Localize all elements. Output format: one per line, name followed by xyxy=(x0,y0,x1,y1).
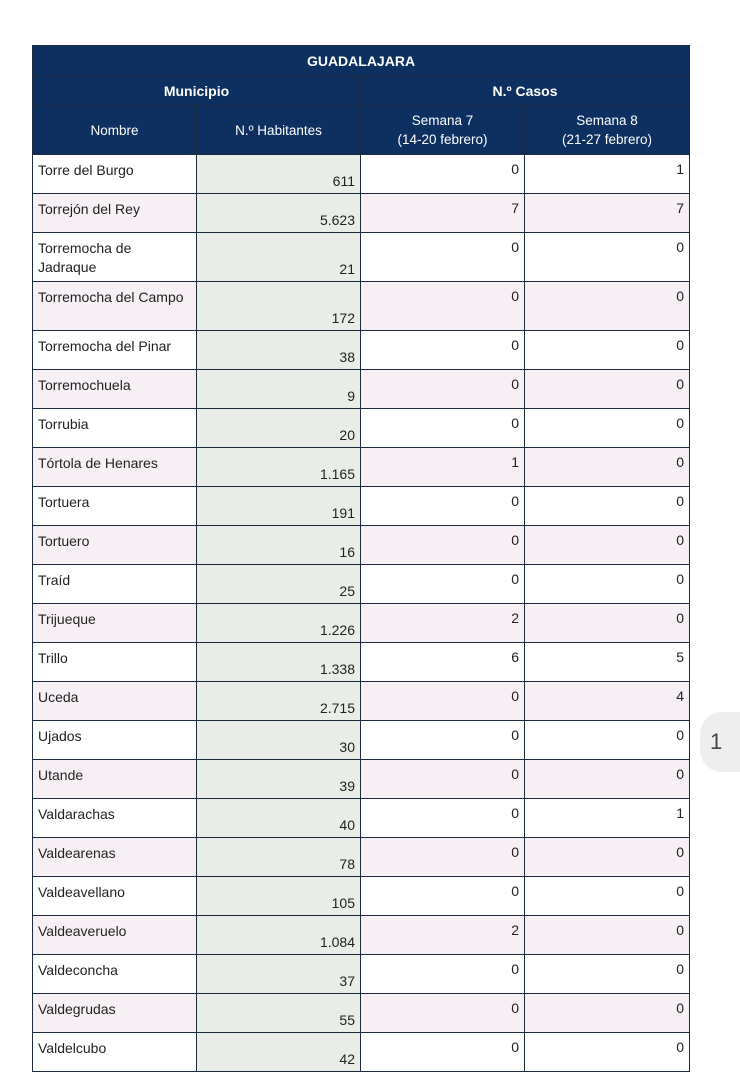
cell-habitantes: 1.165 xyxy=(197,448,361,487)
table-row xyxy=(33,916,690,955)
cell-nombre: Valdarachas xyxy=(33,799,197,838)
table-row xyxy=(33,682,690,721)
table-row xyxy=(33,838,690,877)
table-row xyxy=(33,194,690,233)
cell-habitantes: 172 xyxy=(197,282,361,331)
cell-semana7: 0 xyxy=(361,1033,525,1072)
cell-habitantes: 611 xyxy=(197,155,361,194)
cell-habitantes: 78 xyxy=(197,838,361,877)
cell-nombre: Valdelcubo xyxy=(33,1033,197,1072)
cell-habitantes: 9 xyxy=(197,370,361,409)
semana8-dates: (21-27 febrero) xyxy=(561,132,653,147)
col-header-habitantes: N.º Habitantes xyxy=(197,106,361,155)
cell-semana7: 0 xyxy=(361,721,525,760)
cell-habitantes: 30 xyxy=(197,721,361,760)
cell-nombre: Tortuera xyxy=(33,487,197,526)
cell-semana7: 0 xyxy=(361,282,525,331)
cell-habitantes: 105 xyxy=(197,877,361,916)
cell-semana7: 0 xyxy=(361,370,525,409)
cell-habitantes: 38 xyxy=(197,331,361,370)
table-row xyxy=(33,955,690,994)
cell-nombre: Tortuero xyxy=(33,526,197,565)
cell-nombre: Valdeavellano xyxy=(33,877,197,916)
cell-nombre: Torremocha del Campo xyxy=(33,282,197,331)
page-indicator-tab[interactable] xyxy=(700,712,740,772)
cell-semana7: 6 xyxy=(361,643,525,682)
cell-semana7: 0 xyxy=(361,409,525,448)
cell-habitantes: 40 xyxy=(197,799,361,838)
table-row xyxy=(33,409,690,448)
cell-semana8: 0 xyxy=(525,604,690,643)
table-row xyxy=(33,760,690,799)
cell-nombre: Valdeaveruelo xyxy=(33,916,197,955)
cell-semana8: 0 xyxy=(525,1033,690,1072)
cell-semana8: 0 xyxy=(525,994,690,1033)
cell-semana7: 1 xyxy=(361,448,525,487)
cell-semana8: 0 xyxy=(525,370,690,409)
semana8-label: Semana 8 xyxy=(576,113,638,128)
cell-semana8: 0 xyxy=(525,955,690,994)
cell-semana7: 0 xyxy=(361,331,525,370)
table-row xyxy=(33,994,690,1033)
semana7-label: Semana 7 xyxy=(411,113,474,128)
cell-nombre: Torre del Burgo xyxy=(33,155,197,194)
table-row xyxy=(33,1033,690,1072)
cell-nombre: Traíd xyxy=(33,565,197,604)
cell-nombre: Torrubia xyxy=(33,409,197,448)
cell-nombre: Trijueque xyxy=(33,604,197,643)
cell-nombre: Ujados xyxy=(33,721,197,760)
cell-nombre: Torremocha del Pinar xyxy=(33,331,197,370)
cell-semana7: 0 xyxy=(361,526,525,565)
cell-nombre: Trillo xyxy=(33,643,197,682)
table-row xyxy=(33,487,690,526)
semana7-dates: (14-20 febrero) xyxy=(397,132,488,147)
cell-semana8: 0 xyxy=(525,721,690,760)
cell-habitantes: 1.226 xyxy=(197,604,361,643)
cell-habitantes: 191 xyxy=(197,487,361,526)
col-header-nombre: Nombre xyxy=(33,106,197,155)
cell-semana7: 2 xyxy=(361,604,525,643)
cell-semana7: 0 xyxy=(361,799,525,838)
table-row xyxy=(33,233,690,282)
cell-habitantes: 20 xyxy=(197,409,361,448)
cell-semana8: 0 xyxy=(525,282,690,331)
cell-semana7: 0 xyxy=(361,565,525,604)
table-row xyxy=(33,799,690,838)
table-row xyxy=(33,604,690,643)
cell-habitantes: 1.338 xyxy=(197,643,361,682)
cell-semana8: 5 xyxy=(525,643,690,682)
cell-semana8: 0 xyxy=(525,526,690,565)
cell-semana8: 0 xyxy=(525,487,690,526)
table-row xyxy=(33,643,690,682)
cell-semana8: 0 xyxy=(525,331,690,370)
cell-habitantes: 16 xyxy=(197,526,361,565)
cell-habitantes: 1.084 xyxy=(197,916,361,955)
cell-semana7: 0 xyxy=(361,233,525,282)
cell-semana8: 4 xyxy=(525,682,690,721)
cell-semana8: 0 xyxy=(525,838,690,877)
cell-semana8: 0 xyxy=(525,409,690,448)
cell-semana8: 0 xyxy=(525,233,690,282)
cell-semana8: 0 xyxy=(525,916,690,955)
covid-cases-table xyxy=(32,45,690,1072)
table-body xyxy=(33,155,690,1072)
table-row xyxy=(33,448,690,487)
table-row xyxy=(33,565,690,604)
cell-habitantes: 42 xyxy=(197,1033,361,1072)
cell-nombre: Tórtola de Henares xyxy=(33,448,197,487)
table-title: GUADALAJARA xyxy=(33,46,690,77)
cell-nombre: Torremochuela xyxy=(33,370,197,409)
cell-habitantes: 37 xyxy=(197,955,361,994)
cell-habitantes: 21 xyxy=(197,233,361,282)
cell-nombre: Utande xyxy=(33,760,197,799)
table-row xyxy=(33,877,690,916)
page-indicator-label: 1 xyxy=(710,729,723,754)
table-row xyxy=(33,155,690,194)
table-row xyxy=(33,370,690,409)
cell-semana7: 0 xyxy=(361,760,525,799)
cell-habitantes: 2.715 xyxy=(197,682,361,721)
cell-nombre: Torrejón del Rey xyxy=(33,194,197,233)
table-row xyxy=(33,282,690,331)
table-row xyxy=(33,331,690,370)
cell-nombre: Torremocha de Jadraque xyxy=(33,233,197,282)
group-header-municipio: Municipio xyxy=(33,77,361,106)
cell-semana8: 0 xyxy=(525,448,690,487)
cell-semana7: 7 xyxy=(361,194,525,233)
cell-semana7: 0 xyxy=(361,994,525,1033)
col-header-semana8 xyxy=(525,106,690,155)
table-row xyxy=(33,526,690,565)
cell-semana7: 0 xyxy=(361,877,525,916)
cell-nombre: Valdeconcha xyxy=(33,955,197,994)
cell-semana8: 0 xyxy=(525,877,690,916)
col-header-semana7 xyxy=(361,106,525,155)
cell-semana7: 0 xyxy=(361,682,525,721)
cell-nombre: Valdegrudas xyxy=(33,994,197,1033)
cell-semana8: 1 xyxy=(525,155,690,194)
cell-semana8: 1 xyxy=(525,799,690,838)
table-row xyxy=(33,721,690,760)
cell-semana7: 0 xyxy=(361,838,525,877)
cell-nombre: Uceda xyxy=(33,682,197,721)
cell-semana7: 0 xyxy=(361,155,525,194)
cell-semana7: 0 xyxy=(361,487,525,526)
cell-semana8: 7 xyxy=(525,194,690,233)
cell-habitantes: 55 xyxy=(197,994,361,1033)
cell-semana7: 2 xyxy=(361,916,525,955)
cell-semana8: 0 xyxy=(525,565,690,604)
cell-semana7: 0 xyxy=(361,955,525,994)
group-header-casos: N.º Casos xyxy=(361,77,690,106)
cell-nombre: Valdearenas xyxy=(33,838,197,877)
cell-habitantes: 39 xyxy=(197,760,361,799)
cell-habitantes: 5.623 xyxy=(197,194,361,233)
cell-habitantes: 25 xyxy=(197,565,361,604)
cell-semana8: 0 xyxy=(525,760,690,799)
